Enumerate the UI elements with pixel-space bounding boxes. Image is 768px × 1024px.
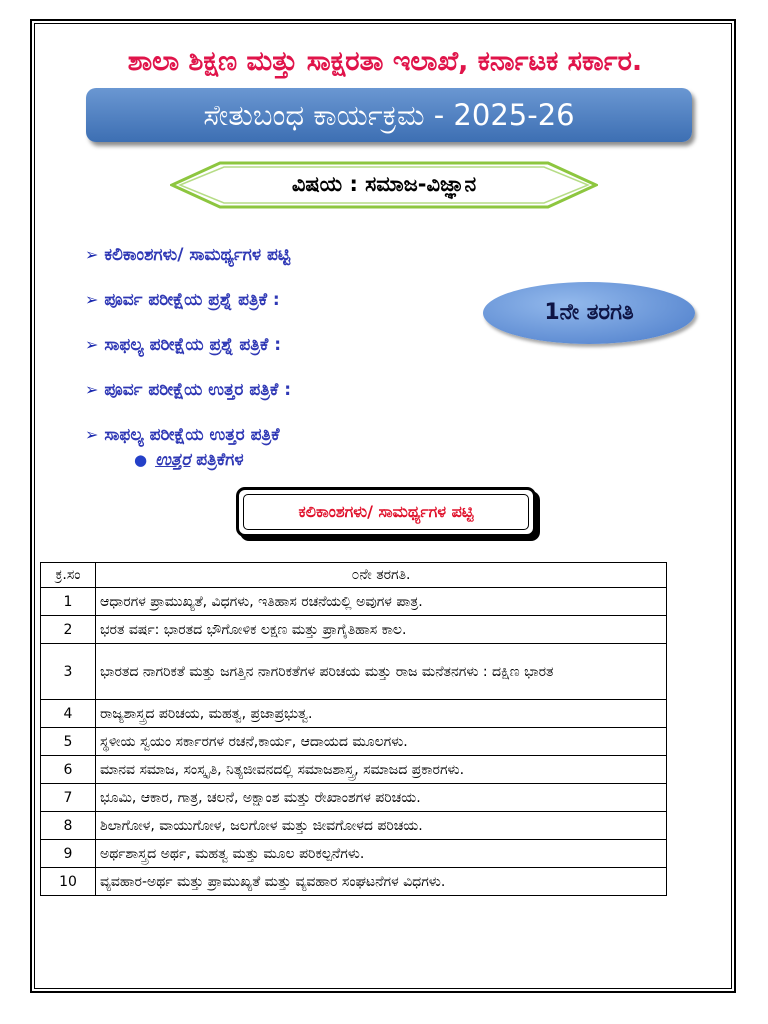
arrow-bullet-icon: ➢ bbox=[85, 245, 99, 264]
arrow-bullet-icon: ➢ bbox=[85, 335, 99, 354]
menu-item-achievement-test-question-paper[interactable] bbox=[85, 325, 291, 370]
menu-item-label: ಸಾಫಲ್ಯ ಪರೀಕ್ಷೆಯ ಉತ್ತರ ಪತ್ರಿಕೆ bbox=[104, 425, 280, 445]
menu-item-pre-test-question-paper[interactable] bbox=[85, 280, 291, 325]
row-text: ವ್ಯವಹಾರ-ಅರ್ಥ ಮತ್ತು ಪ್ರಾಮುಖ್ಯತೆ ಮತ್ತು ವ್ಯವಹಾರ ಸಂಘಟನೆಗಳ ವಿಧಗಳು. bbox=[96, 868, 667, 896]
table-row bbox=[41, 868, 667, 896]
competency-list-title-box bbox=[236, 487, 536, 537]
row-text: ಭಾರತದ ನಾಗರಿಕತೆ ಮತ್ತು ಜಗತ್ತಿನ ನಾಗರಿಕತೆಗಳ ಪರಿಚಯ ಮತ್ತು ರಾಜ ಮನೆತನಗಳು : ದಕ್ಷಿಣ ಭಾರತ bbox=[96, 644, 667, 700]
row-text: ರಾಜ್ಯಶಾಸ್ತ್ರದ ಪರಿಚಯ, ಮಹತ್ವ, ಪ್ರಜಾಪ್ರಭುತ್ವ. bbox=[96, 700, 667, 728]
row-text: ಮಾನವ ಸಮಾಜ, ಸಂಸ್ಕೃತಿ, ನಿತ್ಯಜೀವನದಲ್ಲಿ ಸಮಾಜಶಾಸ್ತ್ರ, ಸಮಾಜದ ಪ್ರಕಾರಗಳು. bbox=[96, 756, 667, 784]
table-row bbox=[41, 700, 667, 728]
row-number: 2 bbox=[41, 616, 96, 644]
department-heading: ಶಾಲಾ ಶಿಕ್ಷಣ ಮತ್ತು ಸಾಕ್ಷರತಾ ಇಲಾಖೆ, ಕರ್ನಾಟಕ ಸರ್ಕಾರ. bbox=[127, 46, 643, 77]
row-number: 3 bbox=[41, 644, 96, 700]
header-serial-no: ಕ್ರ.ಸಂ bbox=[41, 563, 96, 588]
row-text: ಸ್ಥಳೀಯ ಸ್ವಯಂ ಸರ್ಕಾರಗಳ ರಚನೆ,ಕಾರ್ಯ, ಆದಾಯದ ಮೂಲಗಳು. bbox=[96, 728, 667, 756]
arrow-bullet-icon: ➢ bbox=[85, 380, 99, 399]
row-text: ಶಿಲಾಗೋಳ, ವಾಯುಗೋಳ, ಜಲಗೋಳ ಮತ್ತು ಜೀವಗೋಳದ ಪರಿಚಯ. bbox=[96, 812, 667, 840]
table-row bbox=[41, 756, 667, 784]
menu-item-label: ಪೂರ್ವ ಪರೀಕ್ಷೆಯ ಉತ್ತರ ಪತ್ರಿಕೆ : bbox=[104, 380, 291, 400]
menu-item-label: ಸಾಫಲ್ಯ ಪರೀಕ್ಷೆಯ ಪ್ರಶ್ನೆ ಪತ್ರಿಕೆ : bbox=[104, 335, 281, 355]
row-number: 6 bbox=[41, 756, 96, 784]
arrow-bullet-icon: ➢ bbox=[85, 290, 99, 309]
row-text: ಆಧಾರಗಳ ಪ್ರಾಮುಖ್ಯತೆ, ವಿಧಗಳು, ಇತಿಹಾಸ ರಚನೆಯಲ್ಲಿ ಅವುಗಳ ಪಾತ್ರ. bbox=[96, 588, 667, 616]
bullet-dot-icon: ● bbox=[134, 451, 148, 469]
arrow-bullet-icon: ➢ bbox=[85, 425, 99, 444]
row-number: 9 bbox=[41, 840, 96, 868]
menu-item-label: ಕಲಿಕಾಂಶಗಳು/ ಸಾಮರ್ಥ್ಯಗಳ ಪಟ್ಟಿ bbox=[104, 245, 291, 265]
row-number: 4 bbox=[41, 700, 96, 728]
table-row bbox=[41, 588, 667, 616]
competency-list-title: ಕಲಿಕಾಂಶಗಳು/ ಸಾಮರ್ಥ್ಯಗಳ ಪಟ್ಟಿ bbox=[243, 494, 529, 530]
table-row bbox=[41, 728, 667, 756]
answer-papers-label: ಪತ್ರಿಕೆಗಳ bbox=[190, 450, 244, 470]
menu-item-competency-list[interactable] bbox=[85, 235, 291, 280]
table-header-row bbox=[41, 563, 667, 588]
table-row bbox=[41, 616, 667, 644]
grade-badge: 1ನೇ ತರಗತಿ bbox=[483, 282, 695, 344]
answer-papers-link[interactable]: ಉತ್ತರ bbox=[155, 450, 191, 470]
row-text: ಅರ್ಥಶಾಸ್ತ್ರದ ಅರ್ಥ, ಮಹತ್ವ ಮತ್ತು ಮೂಲ ಪರಿಕಲ್ಪನೆಗಳು. bbox=[96, 840, 667, 868]
row-number: 7 bbox=[41, 784, 96, 812]
table-row bbox=[41, 644, 667, 700]
answer-papers-item bbox=[134, 450, 244, 470]
table-row bbox=[41, 840, 667, 868]
menu-item-pre-test-answer-paper[interactable] bbox=[85, 370, 291, 415]
row-text: ಭೂಮಿ, ಆಕಾರ, ಗಾತ್ರ, ಚಲನೆ, ಅಕ್ಷಾಂಶ ಮತ್ತು ರೇಖಾಂಶಗಳ ಪರಿಚಯ. bbox=[96, 784, 667, 812]
menu-item-label: ಪೂರ್ವ ಪರೀಕ್ಷೆಯ ಪ್ರಶ್ನೆ ಪತ್ರಿಕೆ : bbox=[104, 290, 280, 310]
program-title-banner: ಸೇತುಬಂಧ ಕಾರ್ಯಕ್ರಮ - 2025-26 bbox=[86, 88, 692, 142]
contents-menu bbox=[85, 235, 291, 460]
row-number: 10 bbox=[41, 868, 96, 896]
subject-label: ವಿಷಯ : ಸಮಾಜ-ವಿಜ್ಞಾನ bbox=[291, 172, 477, 196]
table-row bbox=[41, 812, 667, 840]
header-grade: ೦ನೇ ತರಗತಿ. bbox=[96, 563, 667, 588]
row-number: 8 bbox=[41, 812, 96, 840]
table-row bbox=[41, 784, 667, 812]
row-text: ಭರತ ವರ್ಷ: ಭಾರತದ ಭೌಗೋಳಿಕ ಲಕ್ಷಣ ಮತ್ತು ಪ್ರಾಗೈತಿಹಾಸ ಕಾಲ. bbox=[96, 616, 667, 644]
row-number: 1 bbox=[41, 588, 96, 616]
row-number: 5 bbox=[41, 728, 96, 756]
syllabus-table bbox=[40, 562, 667, 896]
